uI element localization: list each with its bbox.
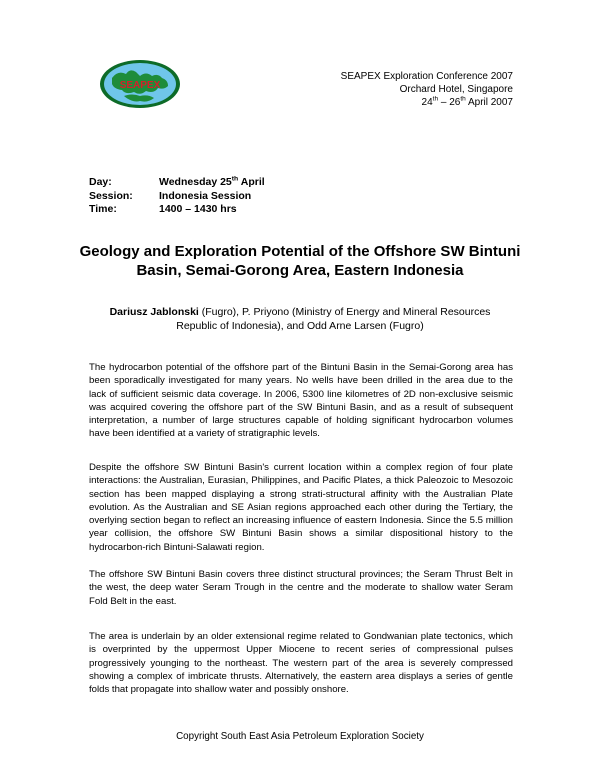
session-value: Indonesia Session [159,189,252,202]
conference-venue: Orchard Hotel, Singapore [399,84,513,95]
abstract-paragraph-4: The area is underlain by an older extensional regime related to Gondwanian plate tectonics, which is overprinted by the uppermost Upper Miocene to recent series of compressional pulses progressively younging to the northeast. The western part of the area is severely compressed showing a complex of imbricate thrusts. Alternatively, the eastern area displays a series of gentle folds that propagate into shallow water and possibly onshore. [89,631,513,696]
session-row [89,190,265,204]
date-end: 26 [449,97,461,108]
day-value [159,176,265,190]
conference-date [341,96,513,109]
abstract-paragraph-2: Despite the offshore SW Bintuni Basin's current location within a complex region of four plate interactions: the Australian, Eurasian, Philippines, and Pacific Plates, a thick Paleozoic to Mesozoic section has been mapped displaying a strong strati-structural affinity with the Australian Plate evolution. As the Australian and SE Asian regions approached each other during the Tertiary, the overlying section began to reflect an increasing influence of eastern Indonesia. Since the 5.5 million year collision, the offshore SW Bintuni Basin shows a similar dispositional history to the hydrocarbon-rich Bintuni-Salawati region. [89,462,513,553]
date-end-suffix: th [460,95,466,103]
date-start: 24 [421,97,433,108]
date-rest: April 2007 [465,97,513,108]
day-label: Day: [89,176,112,188]
time-row [89,203,265,217]
day-suffix: th [231,175,239,183]
lead-author: Dariusz Jablonski [109,306,199,318]
date-sep: – [438,97,450,108]
time-value: 1400 – 1430 hrs [159,203,237,215]
session-label: Session: [89,189,133,202]
abstract-paragraph-1: The hydrocarbon potential of the offshore part of the Bintuni Basin in the Semai-Gorong area has been sporadically investigated for many years. No wells have been drilled in the area due to the lack of sufficient seismic data coverage. In 2006, 5300 line kilometres of 2D non-exclusive seismic was acquired covering the offshore part of the SW Bintuni Basin, and as a result of subsequent interpretation, a number of large structures capable of holding significant hydrocarbon volumes have been identified at a variety of stratigraphic levels. [89,362,513,440]
paper-title: Geology and Exploration Potential of the Offshore SW Bintuni Basin, Semai-Gorong Area, Eastern Indonesia [79,243,521,279]
day-row [89,176,265,190]
day-value-main: Wednesday 25 [159,176,232,188]
abstract-paragraph-3: The offshore SW Bintuni Basin covers three distinct structural provinces; the Seram Thrust Belt in the west, the deep water Seram Trough in the centre and the moderate to shallow water Seram Fold Belt in the east. [89,569,513,607]
logo-text: SEAPEX [119,80,161,91]
conference-info [341,70,513,109]
time-label: Time: [89,203,117,215]
other-authors: (Fugro), P. Priyono (Ministry of Energy and Mineral Resources Republic of Indonesia), and Odd Arne Larsen (Fugro) [176,306,491,332]
session-details [89,176,265,217]
seapex-logo [98,58,182,110]
authors [90,305,510,333]
copyright-footer: Copyright South East Asia Petroleum Exploration Society [176,731,424,742]
day-rest: April [238,176,265,188]
conference-name: SEAPEX Exploration Conference 2007 [340,71,513,82]
date-start-suffix: th [432,95,439,103]
